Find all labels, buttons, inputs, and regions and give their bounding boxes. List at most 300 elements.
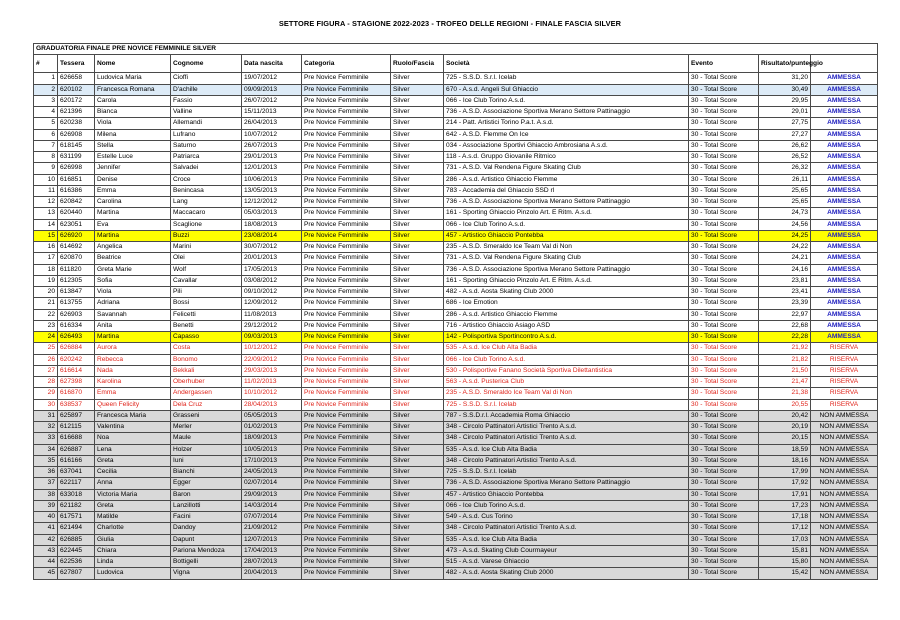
cell-cognome: Pili — [171, 287, 242, 298]
cell-position: 20 — [34, 287, 58, 298]
cell-data-nascita: 23/08/2014 — [242, 230, 302, 241]
cell-esito: NON AMMESSA — [811, 410, 878, 421]
cell-ruolo-fascia: Silver — [391, 568, 444, 579]
cell-categoria: Pre Novice Femminile — [302, 264, 391, 275]
cell-esito: AMMESSA — [811, 174, 878, 185]
cell-esito: AMMESSA — [811, 219, 878, 230]
cell-cognome: Felicetti — [171, 309, 242, 320]
cell-data-nascita: 28/04/2013 — [242, 399, 302, 410]
cell-evento: 30 - Total Score — [689, 422, 759, 433]
cell-cognome: Dandoy — [171, 523, 242, 534]
cell-evento: 30 - Total Score — [689, 399, 759, 410]
cell-cognome: Capasso — [171, 332, 242, 343]
table-row — [34, 343, 878, 354]
cell-societa: 731 - A.S.D. Val Rendena Figure Skating Club — [444, 253, 689, 264]
cell-risultato: 18,59 — [759, 444, 811, 455]
cell-data-nascita: 29/09/2013 — [242, 489, 302, 500]
cell-evento: 30 - Total Score — [689, 320, 759, 331]
cell-tessera: 613755 — [58, 298, 95, 309]
cell-societa: 482 - A.s.d. Aosta Skating Club 2000 — [444, 287, 689, 298]
cell-nome: Lena — [95, 444, 171, 455]
cell-cognome: D'achille — [171, 84, 242, 95]
cell-esito: NON AMMESSA — [811, 455, 878, 466]
cell-risultato: 21,82 — [759, 354, 811, 365]
cell-societa: 161 - Sporting Ghiaccio Pinzolo Art. E Ritm. A.s.d. — [444, 275, 689, 286]
cell-position: 3 — [34, 95, 58, 106]
cell-evento: 30 - Total Score — [689, 107, 759, 118]
document-title: SETTORE FIGURA - STAGIONE 2022-2023 - TROFEO DELLE REGIONI - FINALE FASCIA SILVER — [278, 19, 622, 28]
cell-position: 1 — [34, 73, 58, 84]
cell-cognome: Salvadei — [171, 163, 242, 174]
cell-data-nascita: 02/07/2014 — [242, 478, 302, 489]
cell-ruolo-fascia: Silver — [391, 343, 444, 354]
cell-data-nascita: 29/03/2013 — [242, 365, 302, 376]
cell-esito: NON AMMESSA — [811, 512, 878, 523]
cell-position: 36 — [34, 467, 58, 478]
cell-nome: Stella — [95, 140, 171, 151]
cell-data-nascita: 15/11/2013 — [242, 107, 302, 118]
cell-data-nascita: 09/10/2012 — [242, 287, 302, 298]
cell-cognome: Bekkali — [171, 365, 242, 376]
cell-nome: Victoria Maria — [95, 489, 171, 500]
cell-position: 14 — [34, 219, 58, 230]
cell-evento: 30 - Total Score — [689, 500, 759, 511]
cell-position: 41 — [34, 523, 58, 534]
cell-tessera: 616870 — [58, 388, 95, 399]
cell-evento: 30 - Total Score — [689, 410, 759, 421]
cell-evento: 30 - Total Score — [689, 208, 759, 219]
cell-nome: Greta Marie — [95, 264, 171, 275]
table-header-row — [34, 55, 878, 73]
cell-position: 24 — [34, 332, 58, 343]
cell-nome: Matilde — [95, 512, 171, 523]
cell-tessera: 613847 — [58, 287, 95, 298]
table-caption-row — [34, 44, 878, 55]
cell-esito: RISERVA — [811, 354, 878, 365]
cell-categoria: Pre Novice Femminile — [302, 377, 391, 388]
table-row — [34, 174, 878, 185]
table-row — [34, 118, 878, 129]
cell-societa: 348 - Circolo Pattinatori Artistici Trento A.s.d. — [444, 433, 689, 444]
cell-cognome: Cioffi — [171, 73, 242, 84]
cell-categoria: Pre Novice Femminile — [302, 242, 391, 253]
cell-data-nascita: 12/01/2013 — [242, 163, 302, 174]
table-row — [34, 320, 878, 331]
cell-nome: Aurora — [95, 343, 171, 354]
cell-cognome: Bossi — [171, 298, 242, 309]
cell-ruolo-fascia: Silver — [391, 467, 444, 478]
cell-ruolo-fascia: Silver — [391, 84, 444, 95]
cell-data-nascita: 18/09/2013 — [242, 433, 302, 444]
header-societa: Società — [444, 55, 689, 73]
cell-nome: Sofia — [95, 275, 171, 286]
cell-data-nascita: 14/03/2014 — [242, 500, 302, 511]
cell-risultato: 20,19 — [759, 422, 811, 433]
table-row — [34, 545, 878, 556]
cell-categoria: Pre Novice Femminile — [302, 523, 391, 534]
cell-evento: 30 - Total Score — [689, 489, 759, 500]
cell-categoria: Pre Novice Femminile — [302, 444, 391, 455]
cell-categoria: Pre Novice Femminile — [302, 557, 391, 568]
cell-nome: Anita — [95, 320, 171, 331]
cell-tessera: 626493 — [58, 332, 95, 343]
cell-categoria: Pre Novice Femminile — [302, 140, 391, 151]
cell-nome: Adriana — [95, 298, 171, 309]
cell-categoria: Pre Novice Femminile — [302, 455, 391, 466]
cell-esito: AMMESSA — [811, 84, 878, 95]
cell-societa: 457 - Artistico Ghiaccio Pontebba — [444, 230, 689, 241]
cell-tessera: 622445 — [58, 545, 95, 556]
cell-risultato: 15,42 — [759, 568, 811, 579]
cell-esito: NON AMMESSA — [811, 545, 878, 556]
cell-ruolo-fascia: Silver — [391, 365, 444, 376]
cell-esito: AMMESSA — [811, 309, 878, 320]
cell-categoria: Pre Novice Femminile — [302, 388, 391, 399]
cell-categoria: Pre Novice Femminile — [302, 320, 391, 331]
cell-esito: NON AMMESSA — [811, 467, 878, 478]
cell-risultato: 21,92 — [759, 343, 811, 354]
cell-position: 30 — [34, 399, 58, 410]
cell-cognome: Patriarca — [171, 152, 242, 163]
cell-data-nascita: 17/10/2013 — [242, 455, 302, 466]
cell-data-nascita: 22/09/2012 — [242, 354, 302, 365]
cell-data-nascita: 17/05/2013 — [242, 264, 302, 275]
cell-societa: 549 - A.s.d. Cus Torino — [444, 512, 689, 523]
table-row — [34, 84, 878, 95]
table-caption: GRADUATORIA FINALE PRE NOVICE FEMMINILE SILVER — [34, 44, 391, 55]
cell-ruolo-fascia: Silver — [391, 107, 444, 118]
table-row — [34, 287, 878, 298]
cell-categoria: Pre Novice Femminile — [302, 500, 391, 511]
cell-evento: 30 - Total Score — [689, 174, 759, 185]
cell-ruolo-fascia: Silver — [391, 298, 444, 309]
cell-societa: 118 - A.s.d. Gruppo Giovanile Ritmico — [444, 152, 689, 163]
cell-data-nascita: 26/07/2012 — [242, 95, 302, 106]
cell-categoria: Pre Novice Femminile — [302, 84, 391, 95]
cell-risultato: 21,50 — [759, 365, 811, 376]
cell-evento: 30 - Total Score — [689, 163, 759, 174]
cell-nome: Emma — [95, 388, 171, 399]
cell-risultato: 24,16 — [759, 264, 811, 275]
cell-cognome: Bonomo — [171, 354, 242, 365]
cell-data-nascita: 10/06/2013 — [242, 174, 302, 185]
cell-position: 35 — [34, 455, 58, 466]
cell-societa: 731 - A.S.D. Val Rendena Figure Skating Club — [444, 163, 689, 174]
table-row — [34, 377, 878, 388]
cell-cognome: Lanzillotti — [171, 500, 242, 511]
cell-position: 29 — [34, 388, 58, 399]
cell-societa: 348 - Circolo Pattinatori Artistici Trento A.s.d. — [444, 455, 689, 466]
header-tessera: Tessera — [58, 55, 95, 73]
cell-tessera: 614692 — [58, 242, 95, 253]
cell-position: 2 — [34, 84, 58, 95]
cell-evento: 30 - Total Score — [689, 444, 759, 455]
table-row — [34, 264, 878, 275]
cell-societa: 725 - S.S.D. S.r.l. Icelab — [444, 467, 689, 478]
cell-nome: Martina — [95, 230, 171, 241]
cell-position: 25 — [34, 343, 58, 354]
cell-evento: 30 - Total Score — [689, 354, 759, 365]
cell-nome: Carolina — [95, 197, 171, 208]
cell-evento: 30 - Total Score — [689, 152, 759, 163]
cell-cognome: Andergassen — [171, 388, 242, 399]
cell-tessera: 616851 — [58, 174, 95, 185]
cell-ruolo-fascia: Silver — [391, 163, 444, 174]
table-row — [34, 298, 878, 309]
cell-categoria: Pre Novice Femminile — [302, 399, 391, 410]
cell-tessera: 626885 — [58, 534, 95, 545]
cell-cognome: Maccacaro — [171, 208, 242, 219]
cell-data-nascita: 09/03/2013 — [242, 332, 302, 343]
cell-evento: 30 - Total Score — [689, 185, 759, 196]
cell-esito: AMMESSA — [811, 253, 878, 264]
cell-categoria: Pre Novice Femminile — [302, 174, 391, 185]
cell-risultato: 23,39 — [759, 298, 811, 309]
cell-risultato: 21,38 — [759, 388, 811, 399]
cell-tessera: 623051 — [58, 219, 95, 230]
cell-esito: AMMESSA — [811, 208, 878, 219]
cell-data-nascita: 28/07/2013 — [242, 557, 302, 568]
cell-nome: Linda — [95, 557, 171, 568]
cell-categoria: Pre Novice Femminile — [302, 185, 391, 196]
cell-ruolo-fascia: Silver — [391, 478, 444, 489]
cell-esito: NON AMMESSA — [811, 523, 878, 534]
cell-data-nascita: 12/09/2012 — [242, 298, 302, 309]
cell-tessera: 631199 — [58, 152, 95, 163]
cell-categoria: Pre Novice Femminile — [302, 568, 391, 579]
cell-data-nascita: 01/02/2013 — [242, 422, 302, 433]
cell-position: 27 — [34, 365, 58, 376]
cell-nome: Martina — [95, 332, 171, 343]
cell-categoria: Pre Novice Femminile — [302, 208, 391, 219]
cell-data-nascita: 26/07/2013 — [242, 140, 302, 151]
cell-tessera: 620440 — [58, 208, 95, 219]
cell-nome: Charlotte — [95, 523, 171, 534]
table-row — [34, 140, 878, 151]
cell-ruolo-fascia: Silver — [391, 422, 444, 433]
cell-risultato: 25,65 — [759, 197, 811, 208]
cell-cognome: Fassio — [171, 95, 242, 106]
cell-nome: Rebecca — [95, 354, 171, 365]
cell-esito: AMMESSA — [811, 118, 878, 129]
cell-evento: 30 - Total Score — [689, 309, 759, 320]
cell-ruolo-fascia: Silver — [391, 152, 444, 163]
cell-nome: Queen Felicity — [95, 399, 171, 410]
cell-ruolo-fascia: Silver — [391, 534, 444, 545]
cell-tessera: 627398 — [58, 377, 95, 388]
cell-tessera: 626887 — [58, 444, 95, 455]
cell-cognome: Grasseni — [171, 410, 242, 421]
cell-data-nascita: 21/09/2012 — [242, 523, 302, 534]
cell-categoria: Pre Novice Femminile — [302, 534, 391, 545]
cell-risultato: 25,65 — [759, 185, 811, 196]
cell-nome: Noa — [95, 433, 171, 444]
cell-cognome: Oberhuber — [171, 377, 242, 388]
cell-cognome: Cavallar — [171, 275, 242, 286]
cell-societa: 530 - Polisportive Fanano Società Sportiva Dilettantistica — [444, 365, 689, 376]
cell-evento: 30 - Total Score — [689, 140, 759, 151]
cell-nome: Beatrice — [95, 253, 171, 264]
cell-societa: 736 - A.S.D. Associazione Sportiva Merano Settore Pattinaggio — [444, 478, 689, 489]
cell-cognome: Wolf — [171, 264, 242, 275]
cell-tessera: 618145 — [58, 140, 95, 151]
cell-categoria: Pre Novice Femminile — [302, 298, 391, 309]
table-row — [34, 95, 878, 106]
cell-esito: AMMESSA — [811, 107, 878, 118]
cell-societa: 142 - Polisportiva Sportincontro A.s.d. — [444, 332, 689, 343]
cell-evento: 30 - Total Score — [689, 230, 759, 241]
cell-esito: AMMESSA — [811, 95, 878, 106]
cell-ruolo-fascia: Silver — [391, 253, 444, 264]
table-row — [34, 152, 878, 163]
cell-ruolo-fascia: Silver — [391, 354, 444, 365]
cell-ruolo-fascia: Silver — [391, 208, 444, 219]
cell-cognome: Iuni — [171, 455, 242, 466]
header-data-nascita: Data nascita — [242, 55, 302, 73]
cell-risultato: 24,25 — [759, 230, 811, 241]
cell-nome: Francesca Maria — [95, 410, 171, 421]
cell-risultato: 29,95 — [759, 95, 811, 106]
table-row — [34, 253, 878, 264]
cell-esito: AMMESSA — [811, 287, 878, 298]
cell-esito: RISERVA — [811, 388, 878, 399]
cell-societa: 214 - Patt. Artistici Torino P.a.t. A.s.d. — [444, 118, 689, 129]
cell-evento: 30 - Total Score — [689, 129, 759, 140]
cell-cognome: Lang — [171, 197, 242, 208]
cell-societa: 725 - S.S.D. S.r.l. Icelab — [444, 399, 689, 410]
cell-position: 42 — [34, 534, 58, 545]
cell-tessera: 626998 — [58, 163, 95, 174]
table-row — [34, 230, 878, 241]
cell-data-nascita: 10/10/2012 — [242, 388, 302, 399]
cell-ruolo-fascia: Silver — [391, 129, 444, 140]
cell-tessera: 626920 — [58, 230, 95, 241]
cell-cognome: Allemandi — [171, 118, 242, 129]
cell-tessera: 616334 — [58, 320, 95, 331]
table-row — [34, 197, 878, 208]
cell-categoria: Pre Novice Femminile — [302, 129, 391, 140]
cell-evento: 30 - Total Score — [689, 545, 759, 556]
cell-evento: 30 - Total Score — [689, 298, 759, 309]
cell-societa: 348 - Circolo Pattinatori Artistici Trento A.s.d. — [444, 523, 689, 534]
cell-cognome: Dela Cruz — [171, 399, 242, 410]
cell-position: 21 — [34, 298, 58, 309]
cell-evento: 30 - Total Score — [689, 523, 759, 534]
cell-data-nascita: 13/05/2013 — [242, 185, 302, 196]
cell-risultato: 17,92 — [759, 478, 811, 489]
cell-position: 40 — [34, 512, 58, 523]
cell-ruolo-fascia: Silver — [391, 242, 444, 253]
cell-categoria: Pre Novice Femminile — [302, 354, 391, 365]
cell-ruolo-fascia: Silver — [391, 275, 444, 286]
ranking-table — [33, 43, 878, 580]
cell-esito: NON AMMESSA — [811, 534, 878, 545]
header-risultato: Risultato/punteggio — [759, 55, 811, 73]
cell-esito: AMMESSA — [811, 320, 878, 331]
cell-position: 28 — [34, 377, 58, 388]
cell-data-nascita: 10/07/2012 — [242, 129, 302, 140]
table-row — [34, 129, 878, 140]
cell-categoria: Pre Novice Femminile — [302, 410, 391, 421]
cell-cognome: Croce — [171, 174, 242, 185]
cell-position: 8 — [34, 152, 58, 163]
cell-nome: Valentina — [95, 422, 171, 433]
cell-data-nascita: 17/04/2013 — [242, 545, 302, 556]
cell-societa: 515 - A.s.d. Varese Ghiaccio — [444, 557, 689, 568]
table-row — [34, 332, 878, 343]
cell-tessera: 611820 — [58, 264, 95, 275]
cell-tessera: 621494 — [58, 523, 95, 534]
cell-risultato: 26,32 — [759, 163, 811, 174]
cell-categoria: Pre Novice Femminile — [302, 478, 391, 489]
cell-position: 43 — [34, 545, 58, 556]
cell-societa: 686 - Ice Emotion — [444, 298, 689, 309]
cell-cognome: Vigna — [171, 568, 242, 579]
cell-societa: 286 - A.s.d. Artistico Ghiaccio Flemme — [444, 174, 689, 185]
cell-categoria: Pre Novice Femminile — [302, 95, 391, 106]
table-row — [34, 73, 878, 84]
cell-nome: Greta — [95, 500, 171, 511]
header-ruolo-fascia: Ruolo/Fascia — [391, 55, 444, 73]
cell-nome: Bianca — [95, 107, 171, 118]
cell-esito: NON AMMESSA — [811, 422, 878, 433]
cell-nome: Ludovica Maria — [95, 73, 171, 84]
cell-evento: 30 - Total Score — [689, 275, 759, 286]
cell-evento: 30 - Total Score — [689, 557, 759, 568]
cell-tessera: 620238 — [58, 118, 95, 129]
cell-societa: 348 - Circolo Pattinatori Artistici Trento A.s.d. — [444, 422, 689, 433]
cell-position: 5 — [34, 118, 58, 129]
cell-nome: Jennifer — [95, 163, 171, 174]
cell-evento: 30 - Total Score — [689, 219, 759, 230]
cell-risultato: 24,56 — [759, 219, 811, 230]
cell-cognome: Pariona Mendoza — [171, 545, 242, 556]
cell-position: 45 — [34, 568, 58, 579]
cell-ruolo-fascia: Silver — [391, 73, 444, 84]
cell-data-nascita: 12/12/2012 — [242, 197, 302, 208]
cell-cognome: Maule — [171, 433, 242, 444]
cell-esito: RISERVA — [811, 343, 878, 354]
cell-societa: 783 - Accademia del Ghiaccio SSD rl — [444, 185, 689, 196]
cell-societa: 716 - Artistico Ghiaccio Asiago ASD — [444, 320, 689, 331]
cell-ruolo-fascia: Silver — [391, 523, 444, 534]
table-row — [34, 219, 878, 230]
cell-data-nascita: 09/09/2013 — [242, 84, 302, 95]
cell-societa: 235 - A.S.D. Smeraldo Ice Team Val di Non — [444, 242, 689, 253]
cell-risultato: 17,23 — [759, 500, 811, 511]
table-row — [34, 208, 878, 219]
cell-data-nascita: 24/05/2013 — [242, 467, 302, 478]
cell-ruolo-fascia: Silver — [391, 332, 444, 343]
cell-societa: 066 - Ice Club Torino A.s.d. — [444, 219, 689, 230]
cell-ruolo-fascia: Silver — [391, 174, 444, 185]
cell-risultato: 24,21 — [759, 253, 811, 264]
cell-cognome: Merler — [171, 422, 242, 433]
cell-evento: 30 - Total Score — [689, 253, 759, 264]
cell-risultato: 17,12 — [759, 523, 811, 534]
cell-nome: Emma — [95, 185, 171, 196]
cell-esito: AMMESSA — [811, 152, 878, 163]
cell-esito: NON AMMESSA — [811, 478, 878, 489]
cell-tessera: 616688 — [58, 433, 95, 444]
cell-tessera: 620870 — [58, 253, 95, 264]
cell-cognome: Egger — [171, 478, 242, 489]
cell-categoria: Pre Novice Femminile — [302, 73, 391, 84]
cell-nome: Chiara — [95, 545, 171, 556]
cell-risultato: 27,75 — [759, 118, 811, 129]
cell-data-nascita: 29/12/2012 — [242, 320, 302, 331]
cell-data-nascita: 20/04/2013 — [242, 568, 302, 579]
